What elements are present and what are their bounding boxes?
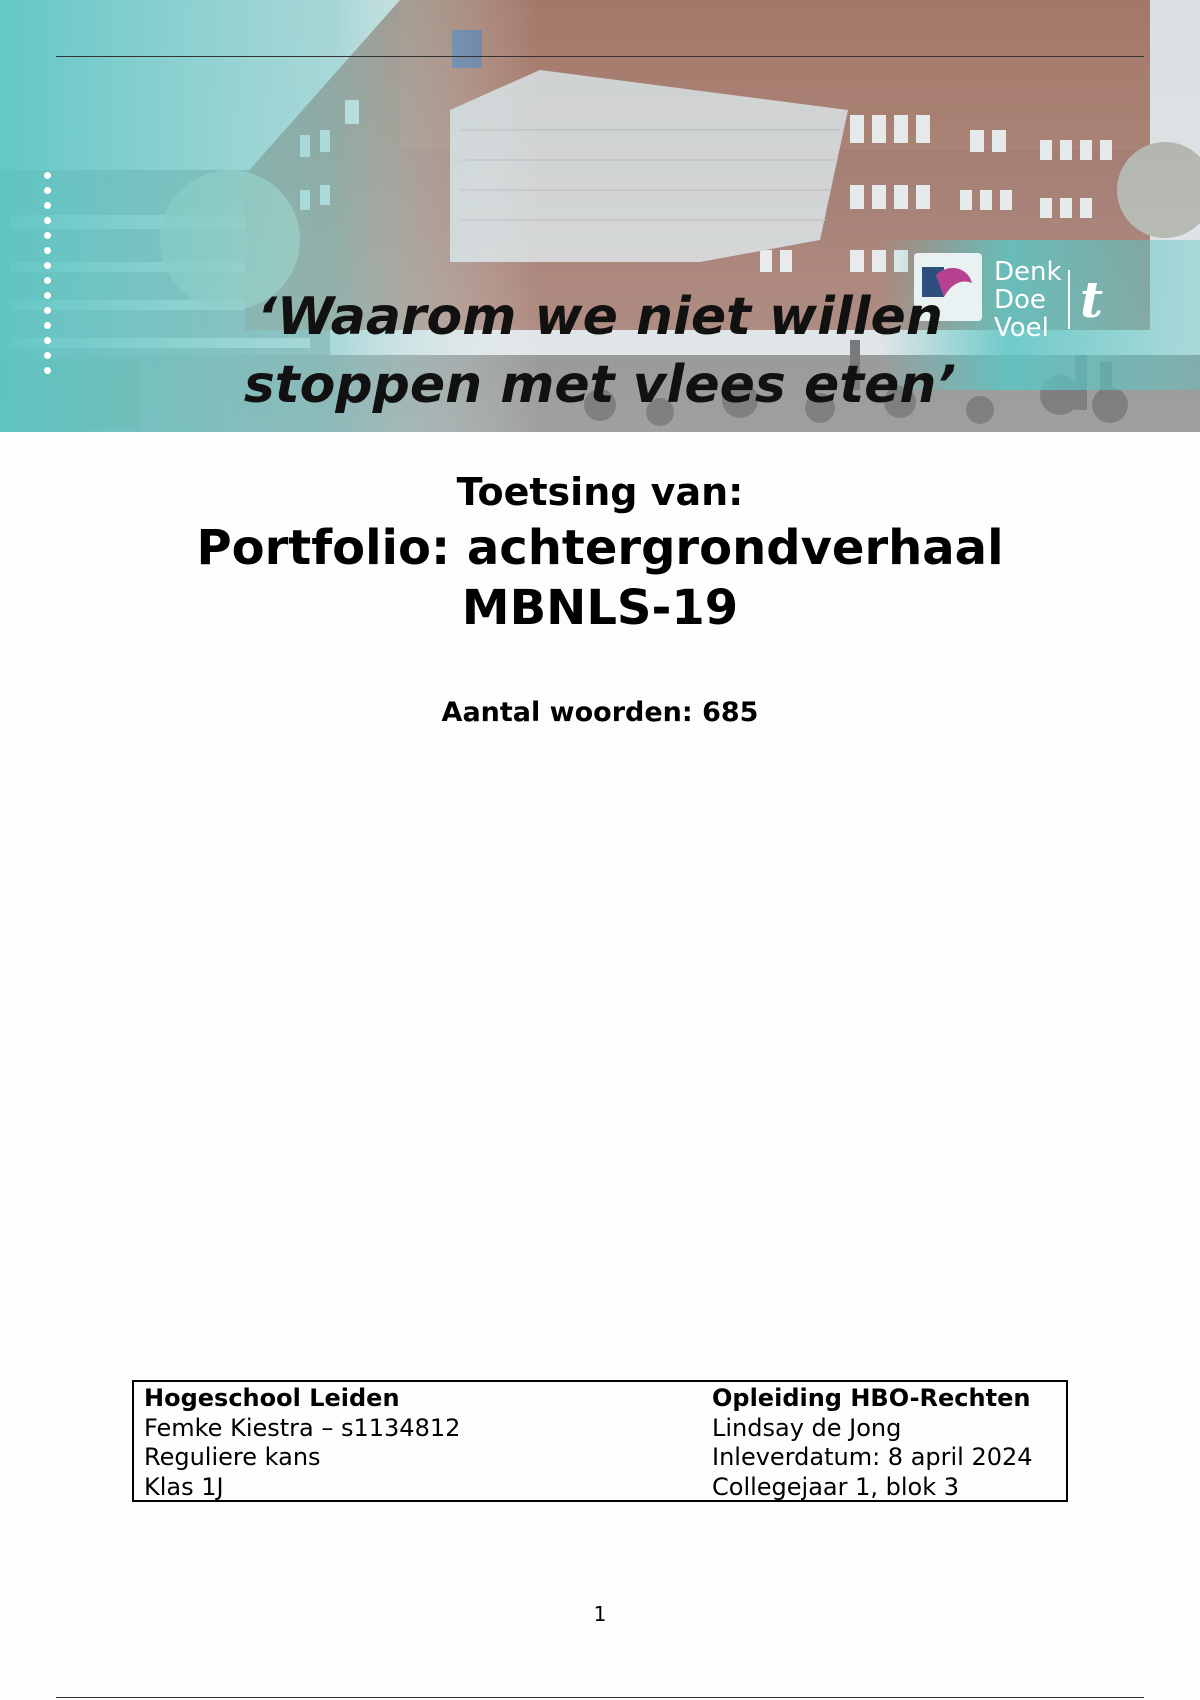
institution-name: Hogeschool Leiden bbox=[144, 1384, 400, 1412]
title-line-1: ‘Waarom we niet willen bbox=[257, 287, 943, 347]
info-box bbox=[132, 1380, 1068, 1502]
submission-date: Inleverdatum: 8 april 2024 bbox=[712, 1443, 1033, 1471]
document-title bbox=[0, 283, 1200, 419]
header-banner bbox=[0, 0, 1200, 432]
info-right-column bbox=[712, 1384, 1033, 1502]
assessment-label: Toetsing van: bbox=[456, 470, 744, 514]
slogan-denk: Denk bbox=[994, 257, 1062, 287]
course-title bbox=[0, 518, 1200, 638]
footer-rule bbox=[56, 1697, 1144, 1698]
program-name: Opleiding HBO-Rechten bbox=[712, 1384, 1031, 1412]
student-name: Femke Kiestra – s1134812 bbox=[144, 1413, 461, 1442]
class-name: Klas 1J bbox=[144, 1472, 224, 1501]
word-count: Aantal woorden: 685 bbox=[441, 697, 759, 728]
course-title-line-1: Portfolio: achtergrondverhaal bbox=[196, 520, 1004, 576]
header-rule bbox=[56, 56, 1144, 57]
academic-period: Collegejaar 1, blok 3 bbox=[712, 1472, 960, 1501]
slogan-voel: Voel bbox=[994, 313, 1049, 343]
info-left-column bbox=[144, 1384, 460, 1502]
slogan-doe: Doe bbox=[994, 285, 1046, 315]
title-line-2: stoppen met vlees eten’ bbox=[243, 355, 957, 415]
course-code: MBNLS-19 bbox=[461, 580, 739, 636]
page-number: 1 bbox=[593, 1602, 607, 1626]
slogan-mark: t bbox=[1068, 270, 1103, 329]
attempt-type: Reguliere kans bbox=[144, 1443, 321, 1471]
teacher-name: Lindsay de Jong bbox=[712, 1413, 902, 1442]
